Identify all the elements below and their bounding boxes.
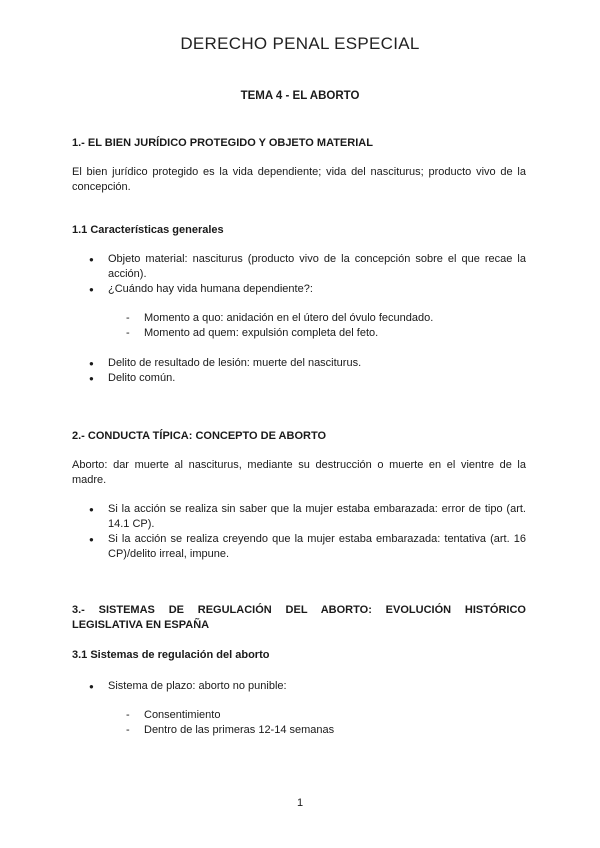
section-3-heading-line-2: LEGISLATIVA EN ESPAÑA	[72, 619, 210, 631]
section-3-1-heading: 3.1 Sistemas de regulación del aborto	[72, 649, 270, 661]
bullet-item: ● ¿Cuándo hay vida humana dependiente?:	[108, 282, 526, 297]
section-2-paragraph: Aborto: dar muerte al nasciturus, mediante su destrucción o muerte en el vientre de la madre.	[72, 459, 526, 486]
bullet-item: ● Objeto material: nasciturus (producto vivo de la concepción sobre el que recae la acción).	[108, 252, 526, 282]
document-title: DERECHO PENAL ESPECIAL	[180, 34, 420, 53]
bullet-item: ● Sistema de plazo: aborto no punible:	[108, 679, 526, 694]
dash-item: - Momento a quo: anidación en el útero del óvulo fecundado.	[144, 311, 433, 326]
section-2-heading: 2.- CONDUCTA TÍPICA: CONCEPTO DE ABORTO	[72, 430, 327, 442]
dash-item: - Momento ad quem: expulsión completa del feto.	[144, 326, 378, 341]
bullet-item: ● Si la acción se realiza sin saber que la mujer estaba embarazada: error de tipo (art. 14.1 CP).	[108, 502, 526, 532]
bullet-item: ● Si la acción se realiza creyendo que la mujer estaba embarazada: tentativa (art. 16 CP)/delito irreal, impune.	[108, 532, 526, 562]
dash-item: - Consentimiento	[144, 708, 220, 723]
section-1-1-heading: 1.1 Características generales	[72, 224, 224, 236]
bullet-item: ● Delito común.	[108, 371, 526, 386]
page-number: 1	[296, 797, 304, 809]
section-1-heading: 1.- EL BIEN JURÍDICO PROTEGIDO Y OBJETO MATERIAL	[72, 137, 373, 149]
section-3-heading-line-1: 3.- SISTEMAS DE REGULACIÓN DEL ABORTO: EVOLUCIÓN HISTÓRICO	[72, 604, 526, 616]
topic-title: TEMA 4 - EL ABORTO	[240, 90, 360, 102]
section-1-paragraph: El bien jurídico protegido es la vida dependiente; vida del nasciturus; producto vivo de la concepción.	[72, 166, 526, 193]
bullet-item: ● Delito de resultado de lesión: muerte del nasciturus.	[108, 356, 526, 371]
dash-item: - Dentro de las primeras 12-14 semanas	[144, 723, 334, 738]
